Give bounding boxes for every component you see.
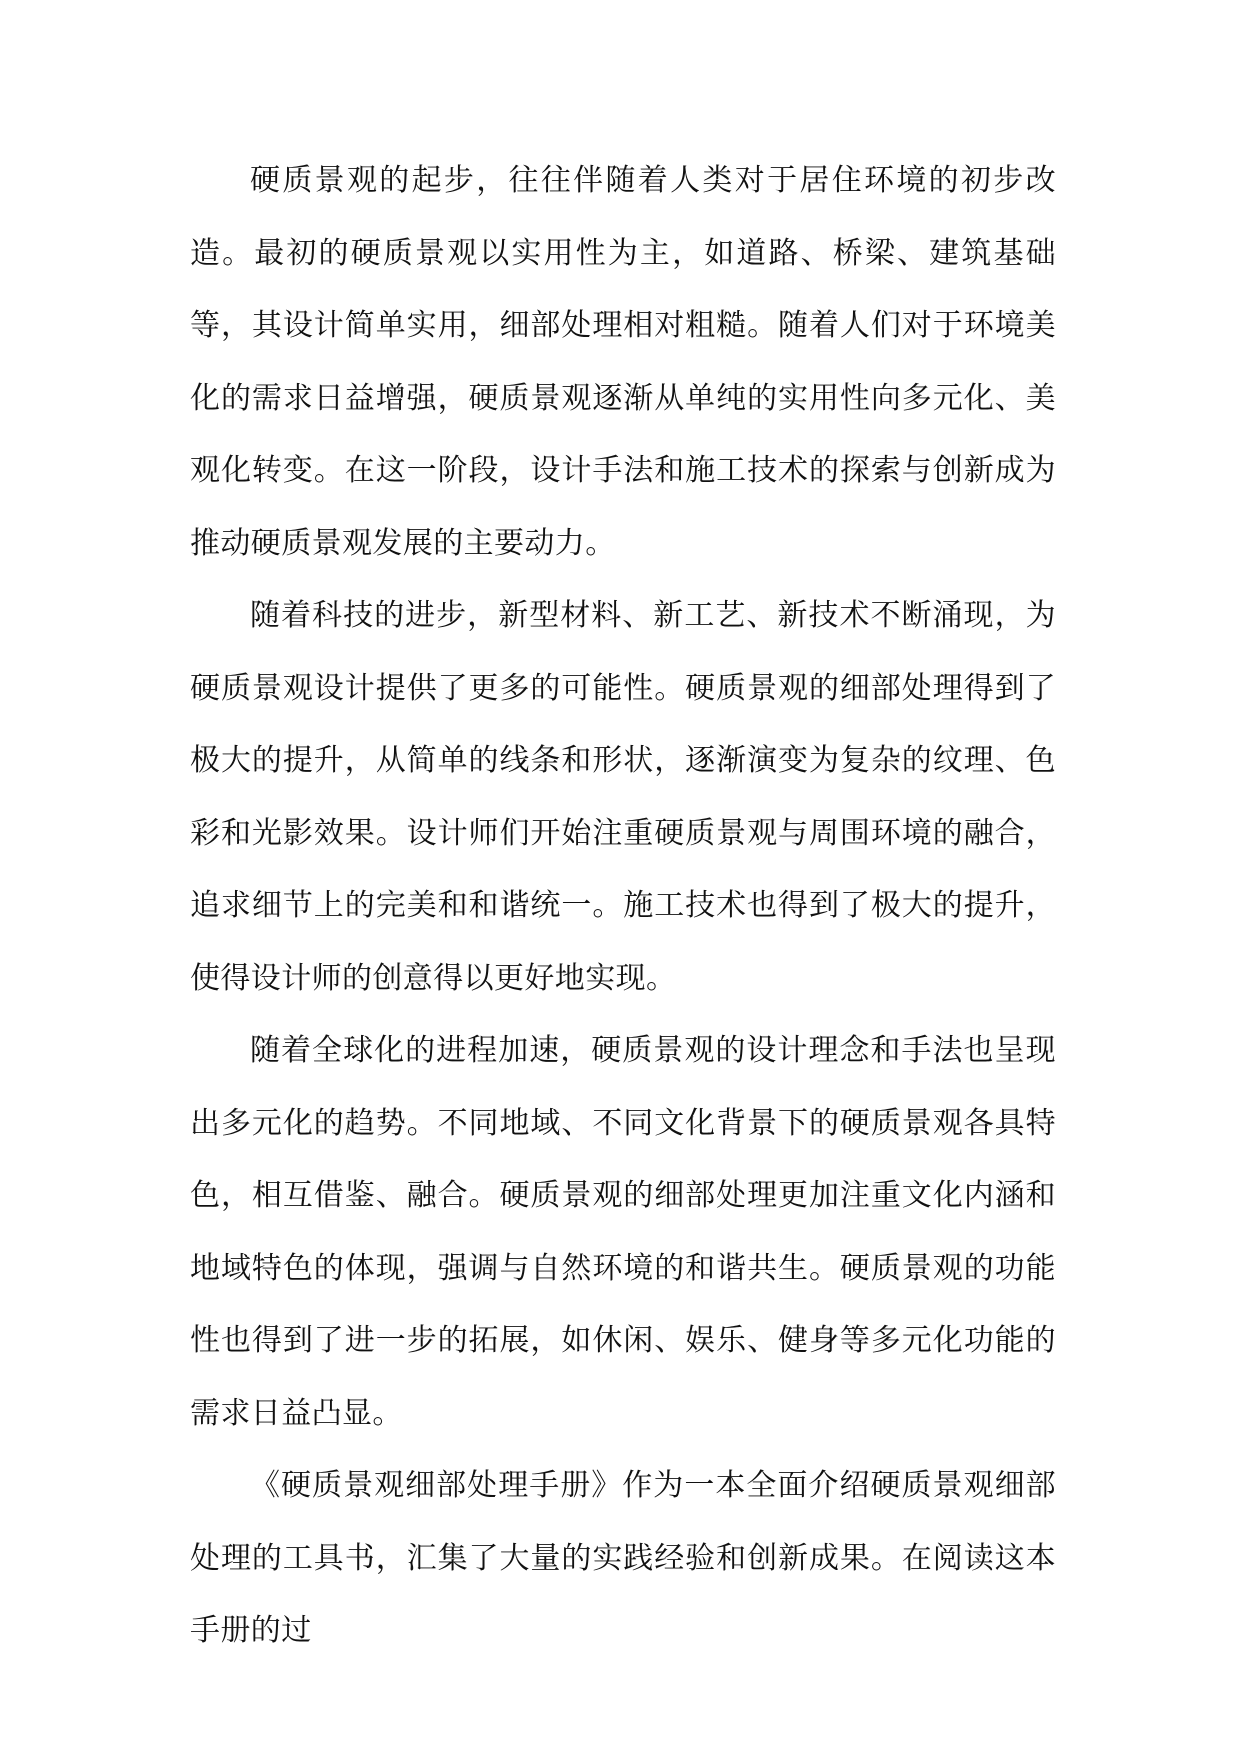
paragraph-1: 硬质景观的起步，往往伴随着人类对于居住环境的初步改造。最初的硬质景观以实用性为主，如道路、桥梁、建筑基础等，其设计简单实用，细部处理相对粗糙。随着人们对于环境美化的需求日益增强，硬质景观逐渐从单纯的实用性向多元化、美观化转变。在这一阶段，设计手法和施工技术的探索与创新成为推动硬质景观发展的主要动力。 [190,163,1056,561]
body-text [190,145,1056,1668]
paragraph-4: 《硬质景观细部处理手册》作为一本全面介绍硬质景观细部处理的工具书，汇集了大量的实践经验和创新成果。在阅读这本手册的过 [190,1468,1056,1648]
paragraph-3: 随着全球化的进程加速，硬质景观的设计理念和手法也呈现出多元化的趋势。不同地域、不同文化背景下的硬质景观各具特色，相互借鉴、融合。硬质景观的细部处理更加注重文化内涵和地域特色的体现，强调与自然环境的和谐共生。硬质景观的功能性也得到了进一步的拓展，如休闲、娱乐、健身等多元化功能的需求日益凸显。 [190,1033,1056,1431]
paragraph-2: 随着科技的进步，新型材料、新工艺、新技术不断涌现，为硬质景观设计提供了更多的可能性。硬质景观的细部处理得到了极大的提升，从简单的线条和形状，逐渐演变为复杂的纹理、色彩和光影效果。设计师们开始注重硬质景观与周围环境的融合，追求细节上的完美和和谐统一。施工技术也得到了极大的提升，使得设计师的创意得以更好地实现。 [190,598,1056,996]
